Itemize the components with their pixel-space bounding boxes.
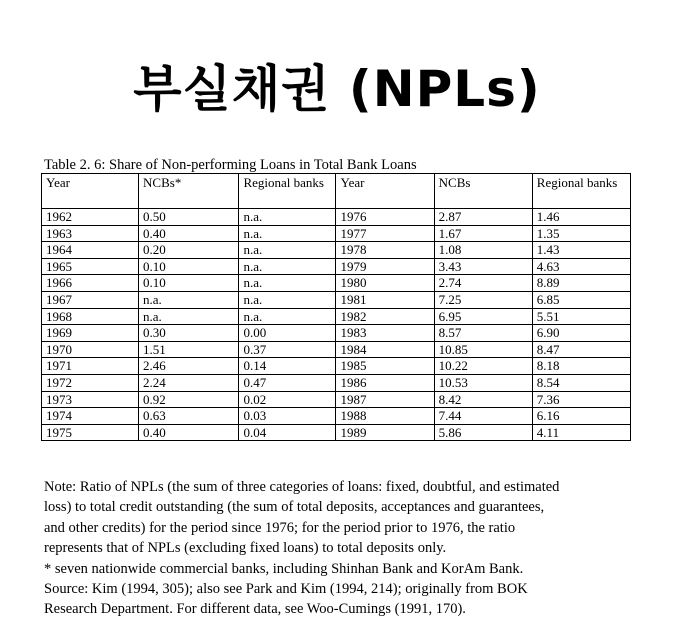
table-cell: 0.10 [139,275,239,292]
table-cell: 1984 [336,341,434,358]
table-cell: 0.40 [139,225,239,242]
table-cell: n.a. [239,275,336,292]
header-ncbs: NCBs [434,174,532,209]
table-cell: 5.51 [532,308,630,325]
note-line: and other credits) for the period since 1976; for the period prior to 1976, the ratio [44,519,516,536]
table-cell: 1977 [336,225,434,242]
table-cell: 1972 [42,374,139,391]
table-body [42,209,631,441]
header-year: Year [336,174,434,209]
table-cell: 2.87 [434,209,532,226]
table-cell: 10.85 [434,341,532,358]
table-cell: 8.18 [532,358,630,375]
table-cell: 0.50 [139,209,239,226]
table-row [42,424,631,441]
table-cell: 2.46 [139,358,239,375]
table-cell: 8.89 [532,275,630,292]
table-cell: 1982 [336,308,434,325]
table-cell: 1985 [336,358,434,375]
table-cell: 1980 [336,275,434,292]
table-cell: 2.24 [139,374,239,391]
note-line: represents that of NPLs (excluding fixed loans) to total deposits only. [44,540,447,557]
table-cell: 1970 [42,341,139,358]
table-row [42,325,631,342]
table-cell: n.a. [139,308,239,325]
table-cell: 0.04 [239,424,336,441]
table-header-row [42,174,631,209]
table-cell: 8.57 [434,325,532,342]
table-row [42,242,631,259]
table-cell: 8.54 [532,374,630,391]
source-line: Research Department. For different data, see Woo-Cumings (1991, 170). [44,601,466,618]
table-cell: 1.43 [532,242,630,259]
table-cell: 0.03 [239,408,336,425]
table-cell: 6.95 [434,308,532,325]
table-cell: n.a. [239,225,336,242]
table-cell: n.a. [239,258,336,275]
table-row [42,291,631,308]
table-caption: Table 2. 6: Share of Non-performing Loans in Total Bank Loans [44,157,417,173]
table-row [42,391,631,408]
table-cell: 0.92 [139,391,239,408]
table-cell: 1978 [336,242,434,259]
table-cell: 1976 [336,209,434,226]
table-cell: 6.16 [532,408,630,425]
table-row [42,209,631,226]
table-row [42,308,631,325]
table-cell: 1971 [42,358,139,375]
table-cell: 1988 [336,408,434,425]
table-cell: 8.42 [434,391,532,408]
table-cell: 1.08 [434,242,532,259]
table-cell: 0.30 [139,325,239,342]
table-row [42,358,631,375]
table-row [42,258,631,275]
table-cell: 2.74 [434,275,532,292]
table-cell: 1.35 [532,225,630,242]
footnote-ncbs: * seven nationwide commercial banks, including Shinhan Bank and KorAm Bank. [44,560,524,577]
table-cell: 1974 [42,408,139,425]
table-row [42,225,631,242]
header-ncbs: NCBs* [139,174,239,209]
table-cell: 0.37 [239,341,336,358]
table-cell: 1.67 [434,225,532,242]
table-cell: 4.63 [532,258,630,275]
table-notes [44,477,664,620]
note-line: loss) to total credit outstanding (the sum of total deposits, acceptances and guarantees, [44,499,545,516]
table-cell: 5.86 [434,424,532,441]
table-cell: 1968 [42,308,139,325]
table-cell: 1986 [336,374,434,391]
table-cell: 0.47 [239,374,336,391]
table-cell: 1975 [42,424,139,441]
table-cell: 0.63 [139,408,239,425]
table-cell: 0.02 [239,391,336,408]
table-cell: 1973 [42,391,139,408]
table-cell: 1964 [42,242,139,259]
table-cell: 1967 [42,291,139,308]
table-row [42,374,631,391]
slide-title: 부실채권 (NPLs) [133,59,541,118]
table-cell: 0.00 [239,325,336,342]
table-cell: 6.90 [532,325,630,342]
table-cell: n.a. [239,291,336,308]
table-cell: 1963 [42,225,139,242]
source-line: Source: Kim (1994, 305); also see Park and Kim (1994, 214); originally from BOK [44,581,528,598]
note-line: Note: Ratio of NPLs (the sum of three categories of loans: fixed, doubtful, and estimated [44,479,560,495]
table-cell: 8.47 [532,341,630,358]
table-cell: 1962 [42,209,139,226]
npl-table [41,173,631,441]
table-row [42,275,631,292]
table-cell: 1.46 [532,209,630,226]
table-row [42,408,631,425]
table-cell: 1983 [336,325,434,342]
header-regional-banks: Regional banks [239,174,336,209]
table-cell: 1969 [42,325,139,342]
table-cell: 0.14 [239,358,336,375]
table-cell: 10.22 [434,358,532,375]
table-cell: 0.40 [139,424,239,441]
table-cell: 6.85 [532,291,630,308]
table-cell: 0.20 [139,242,239,259]
table-cell: n.a. [139,291,239,308]
table-cell: 1979 [336,258,434,275]
header-regional-banks: Regional banks [532,174,630,209]
header-year: Year [42,174,139,209]
table-cell: 1.51 [139,341,239,358]
table-cell: 3.43 [434,258,532,275]
table-cell: n.a. [239,242,336,259]
table-cell: n.a. [239,209,336,226]
table-cell: 10.53 [434,374,532,391]
table-cell: 4.11 [532,424,630,441]
table-cell: 1987 [336,391,434,408]
table-row [42,341,631,358]
table-cell: 1981 [336,291,434,308]
table-cell: 1989 [336,424,434,441]
table-cell: 7.44 [434,408,532,425]
table-cell: n.a. [239,308,336,325]
table-cell: 1966 [42,275,139,292]
table-cell: 0.10 [139,258,239,275]
table-cell: 7.36 [532,391,630,408]
table-cell: 1965 [42,258,139,275]
table-cell: 7.25 [434,291,532,308]
